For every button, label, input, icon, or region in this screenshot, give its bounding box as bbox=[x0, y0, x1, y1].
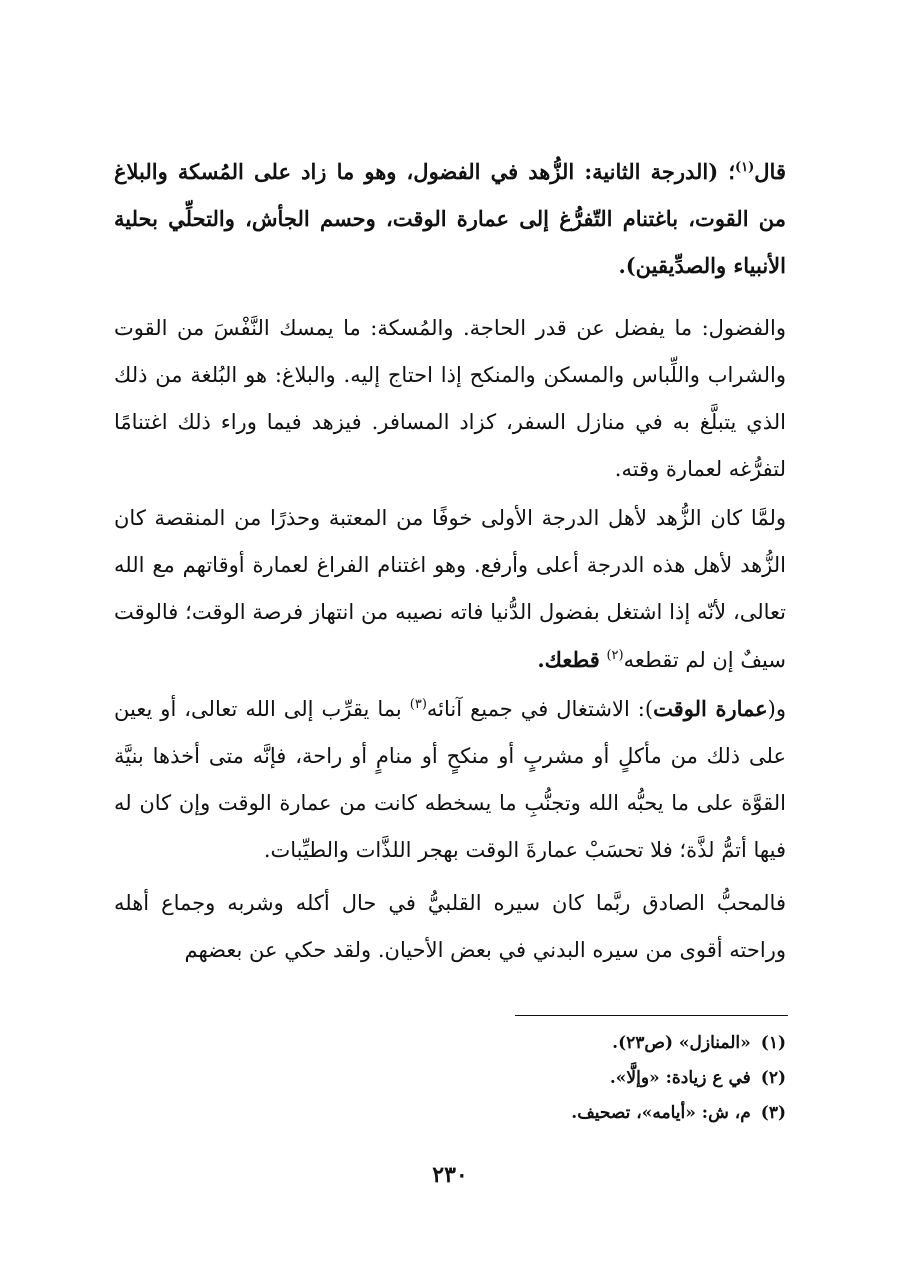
paragraph-5 bbox=[114, 880, 786, 974]
paragraph-1 bbox=[114, 148, 786, 289]
footnotes bbox=[300, 1026, 786, 1131]
footnote-divider bbox=[515, 1015, 788, 1016]
footnote-ref-2: (٢) bbox=[606, 648, 624, 663]
footnote-number: (١) bbox=[760, 1033, 786, 1053]
paragraph-2-text: والفضول: ما يفضل عن قدر الحاجة. والمُسكة: ما يمسك النَّفْسَ من القوت والشراب واللِّباس والمسكن والمنكح إذا احتاج إليه. والبلاغ: هو البُلغة من ذلك الذي يتبلَّغ به في منازل السفر، كزاد المسافر. فيزهد فيما وراء ذلك اغتنامًا لتفرُّغه لعمارة وقته. bbox=[114, 316, 786, 481]
paragraph-4-term: عمارة الوقت bbox=[653, 696, 768, 721]
footnote-number: (٢) bbox=[760, 1068, 786, 1088]
quote-lead: قال bbox=[754, 159, 786, 184]
paragraph-5-text: فالمحبُّ الصادق ربَّما كان سيره القلبيُّ في حال أكله وشربه وجماع أهله وراحته أقوى من سيره البدني في بعض الأحيان. ولقد حكي عن بعضهم bbox=[114, 891, 786, 962]
page-number: ٢٣٠ bbox=[432, 1162, 468, 1188]
footnote-ref-3: (٣) bbox=[409, 697, 427, 712]
footnote-3 bbox=[300, 1096, 786, 1131]
paragraph-2 bbox=[114, 305, 786, 493]
footnote-number: (٣) bbox=[760, 1103, 786, 1123]
paragraph-3 bbox=[114, 495, 786, 684]
paragraph-4-definition: ): الاشتغال في جميع آنائه bbox=[426, 697, 654, 721]
footnote-text: م، ش: «أيامه»، تصحيف. bbox=[571, 1103, 751, 1123]
paragraph-1-text: ؛ (الدرجة الثانية: الزُّهد في الفضول، وهو ما زاد على المُسكة والبلاغ من القوت، باغتنام التّفرُّغ إلى عمارة الوقت، وحسم الجأش، والتحلِّي بحلية الأنبياء والصدِّيقين). bbox=[114, 159, 786, 278]
paragraph-4 bbox=[114, 685, 786, 874]
footnote-2 bbox=[300, 1061, 786, 1096]
footnote-1 bbox=[300, 1026, 786, 1061]
paragraph-4-text: بما يقرِّب إلى الله تعالى، أو يعين على ذلك من مأكلٍ أو مشربٍ أو منكحٍ أو منامٍ أو راحة، فإنَّه متى أخذها بنيَّة القوَّة على ما يحبُّه الله وتجنُّبِ ما يسخطه كانت من عمارة الوقت وإن كان له فيها أتمُّ لذَّة؛ فلا تحسَبْ عمارةَ الوقت بهجر اللذَّات والطيِّبات. bbox=[114, 697, 786, 862]
paragraph-3-text: ولمَّا كان الزُّهد لأهل الدرجة الأولى خوفًا من المعتبة وحذرًا من المنقصة كان الزُّهد لأهل هذه الدرجة أعلى وأرفع. وهو اغتنام الفراغ لعمارة أوقاتهم مع الله تعالى، لأنّه إذا اشتغل بفضول الدُّنيا فاته نصيبه من انتهاز فرصة الوقت؛ فالوقت سيفٌ إن لم تقطعه bbox=[114, 506, 786, 672]
footnote-text: في ع زيادة: «وإلَّا». bbox=[609, 1068, 751, 1088]
footnote-text: «المنازل» (ص٢٣). bbox=[612, 1033, 751, 1053]
paragraph-3-end: قطعك. bbox=[537, 647, 600, 672]
footnote-ref-1: (١) bbox=[735, 160, 755, 175]
paragraph-4-prefix: و( bbox=[767, 697, 786, 721]
